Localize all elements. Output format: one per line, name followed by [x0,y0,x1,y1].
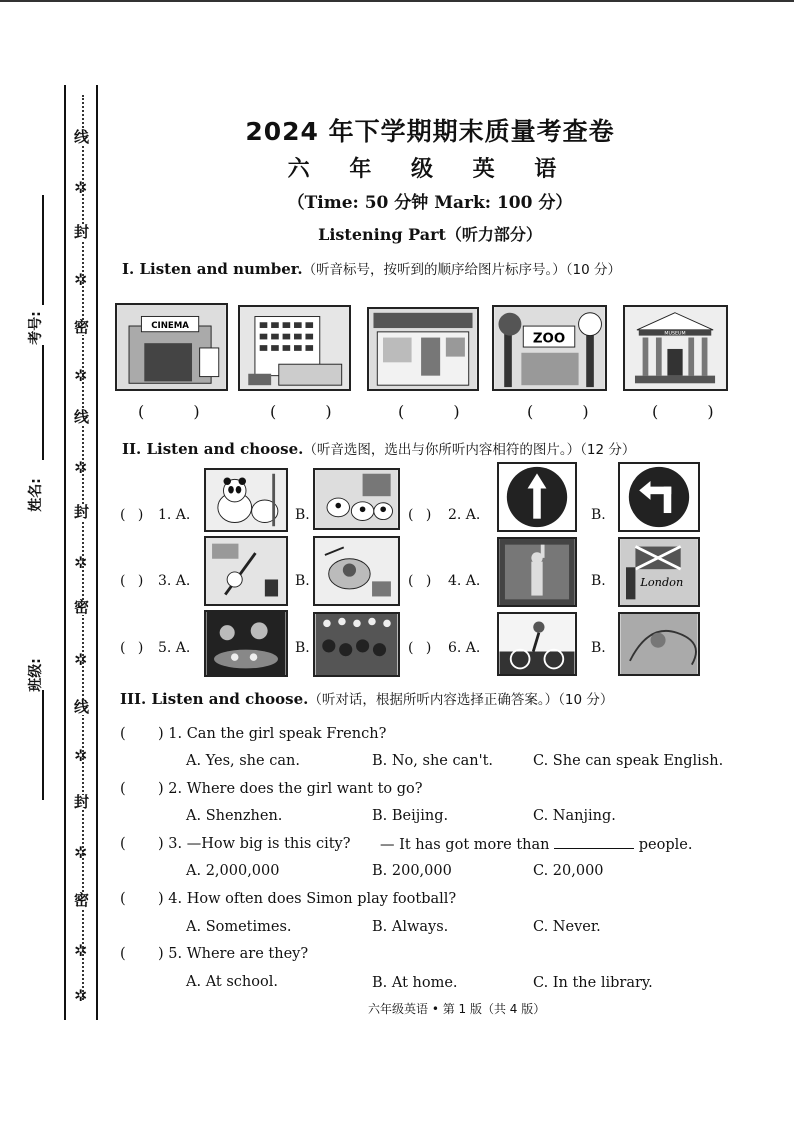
cooking-icon [313,536,400,606]
seal-char-6: 密 [74,598,90,616]
q3-2-paren[interactable]: ( [120,781,126,797]
q3-2-question: ) 2. Where does the girl want to go? [158,781,423,797]
sweeping-icon [204,536,288,606]
q3-1-question: ) 1. Can the girl speak French? [158,726,387,742]
answer-paren-4[interactable]: ( ) [527,402,611,421]
page-footer: 六年级英语 • 第 1 版（共 4 版） [368,1002,546,1016]
q2-5-paren[interactable]: ( ) [120,640,148,656]
q3-3-paren[interactable]: ( [120,836,126,852]
museum-sign-text: MUSEUM [664,331,686,337]
class-label: 班级: [27,658,44,692]
q3-1-option-c: C. She can speak English. [533,753,724,769]
q2-6-paren[interactable]: ( ) [408,640,436,656]
cinema-sign-text: CINEMA [151,320,189,331]
london-text: London [640,576,684,590]
binding-line-outer [64,85,66,1020]
q3-1-option-b: B. No, she can't. [372,753,494,769]
answer-paren-1[interactable]: ( ) [138,402,222,421]
q3-2-option-a: A. Shenzhen. [186,808,283,824]
turn-left-sign-icon [618,462,700,532]
q2-3-option-b: B. [295,573,310,589]
q3-3-question: ) 3. —How big is this city? [158,836,351,852]
q2-6-label: 6. A. [448,640,481,656]
section3-title [120,688,613,708]
q3-3-option-b: B. 200,000 [372,863,452,879]
q3-3-question-end: people. [638,837,693,853]
seal-char-8: 封 [74,793,90,811]
exam-subtitle: 六 年 级 英 语 [287,157,573,182]
q3-5-option-c: C. In the library. [533,975,653,991]
q2-3-paren[interactable]: ( ) [120,573,148,589]
q3-5-option-b: B. At home. [372,975,458,991]
cinema-icon [115,303,228,391]
zoo-icon [492,305,607,391]
section2-heading: II. Listen and choose. [122,440,304,458]
q3-4-option-a: A. Sometimes. [186,919,292,935]
name-line[interactable] [42,345,44,460]
q3-2-option-b: B. Beijing. [372,808,449,824]
binding-line-inner [96,85,98,1020]
seal-char-1: 线 [74,128,90,146]
exam-no-label: 考号: [27,311,44,345]
star-icon: ✲ [74,366,88,385]
section1-instruction: （听音标号，按听到的顺序给图片标序号。）（10 分） [302,262,622,278]
answer-paren-5[interactable]: ( ) [652,402,736,421]
star-icon: ✲ [74,178,88,197]
seal-char-3: 密 [74,318,90,336]
birds-icon [313,468,400,530]
q2-2-paren[interactable]: ( ) [408,507,436,523]
answer-paren-2[interactable]: ( ) [270,402,354,421]
q2-4-paren[interactable]: ( ) [408,573,436,589]
star-icon: ✲ [74,650,88,669]
q2-2-label: 2. A. [448,507,481,523]
panda-icon [204,468,288,532]
zoo-sign-text: ZOO [532,331,566,347]
q2-2-option-b: B. [591,507,606,523]
q3-2-option-c: C. Nanjing. [533,808,616,824]
q3-1-paren[interactable]: ( [120,726,126,742]
exam-no-line[interactable] [42,195,44,305]
section2-instruction: （听音选图，选出与你所听内容相符的图片。）（12 分） [303,442,636,458]
name-label: 姓名: [27,478,44,512]
shop-icon [367,307,479,391]
star-icon: ✲ [74,746,88,765]
seal-char-2: 封 [74,223,90,241]
top-border [0,0,794,2]
exam-title: 2024 年下学期期末质量考查卷 [245,117,615,146]
q3-1-option-a: A. Yes, she can. [186,753,300,769]
section1-title [122,258,621,278]
sketch-icon [618,612,700,676]
star-icon: ✲ [74,458,88,477]
star-icon: ✲ [74,843,88,862]
q3-5-paren[interactable]: ( [120,946,126,962]
q2-4-label: 4. A. [448,573,481,589]
family-dinner-icon [204,610,288,677]
building-icon [238,305,351,391]
seal-char-4: 线 [74,408,90,426]
q3-4-option-b: B. Always. [372,919,449,935]
cycling-icon [497,612,577,676]
answer-paren-3[interactable]: ( ) [398,402,482,421]
q2-6-option-b: B. [591,640,606,656]
london-icon [618,537,700,607]
statue-of-liberty-icon [497,537,577,607]
q3-3-answer-line [380,836,692,853]
q2-1-option-b: B. [295,507,310,523]
star-icon: ✲ [74,986,88,1005]
q2-1-label: 1. A. [158,507,191,523]
q3-3-blank[interactable] [554,836,634,849]
section1-heading: I. Listen and number. [122,260,303,278]
star-icon: ✲ [74,941,88,960]
q3-4-option-c: C. Never. [533,919,601,935]
museum-icon [623,305,728,391]
q2-5-option-b: B. [295,640,310,656]
q3-5-option-a: A. At school. [186,974,278,990]
q2-4-option-b: B. [591,573,606,589]
q3-5-question: ) 5. Where are they? [158,946,309,962]
section2-title [122,438,635,458]
class-line[interactable] [42,690,44,800]
q2-5-label: 5. A. [158,640,191,656]
star-icon: ✲ [74,553,88,572]
q3-3-option-a: A. 2,000,000 [186,863,280,879]
crowd-icon [313,612,400,677]
q3-3-question-mid: — It has got more than [380,837,550,853]
time-mark: （Time: 50 分钟 Mark: 100 分） [287,193,573,213]
section3-heading: III. Listen and choose. [120,690,309,708]
q2-3-label: 3. A. [158,573,191,589]
q2-1-paren[interactable]: ( ) [120,507,148,523]
go-straight-sign-icon [497,462,577,532]
q3-4-question: ) 4. How often does Simon play football? [158,891,457,907]
seal-char-5: 封 [74,503,90,521]
section3-instruction: （听对话，根据所听内容选择正确答案。）（10 分） [308,692,614,708]
seal-char-9: 密 [74,891,90,909]
star-icon: ✲ [74,270,88,289]
seal-char-7: 线 [74,698,90,716]
q3-3-option-c: C. 20,000 [533,863,604,879]
part-title: Listening Part（听力部分） [318,225,542,244]
q3-4-paren[interactable]: ( [120,891,126,907]
